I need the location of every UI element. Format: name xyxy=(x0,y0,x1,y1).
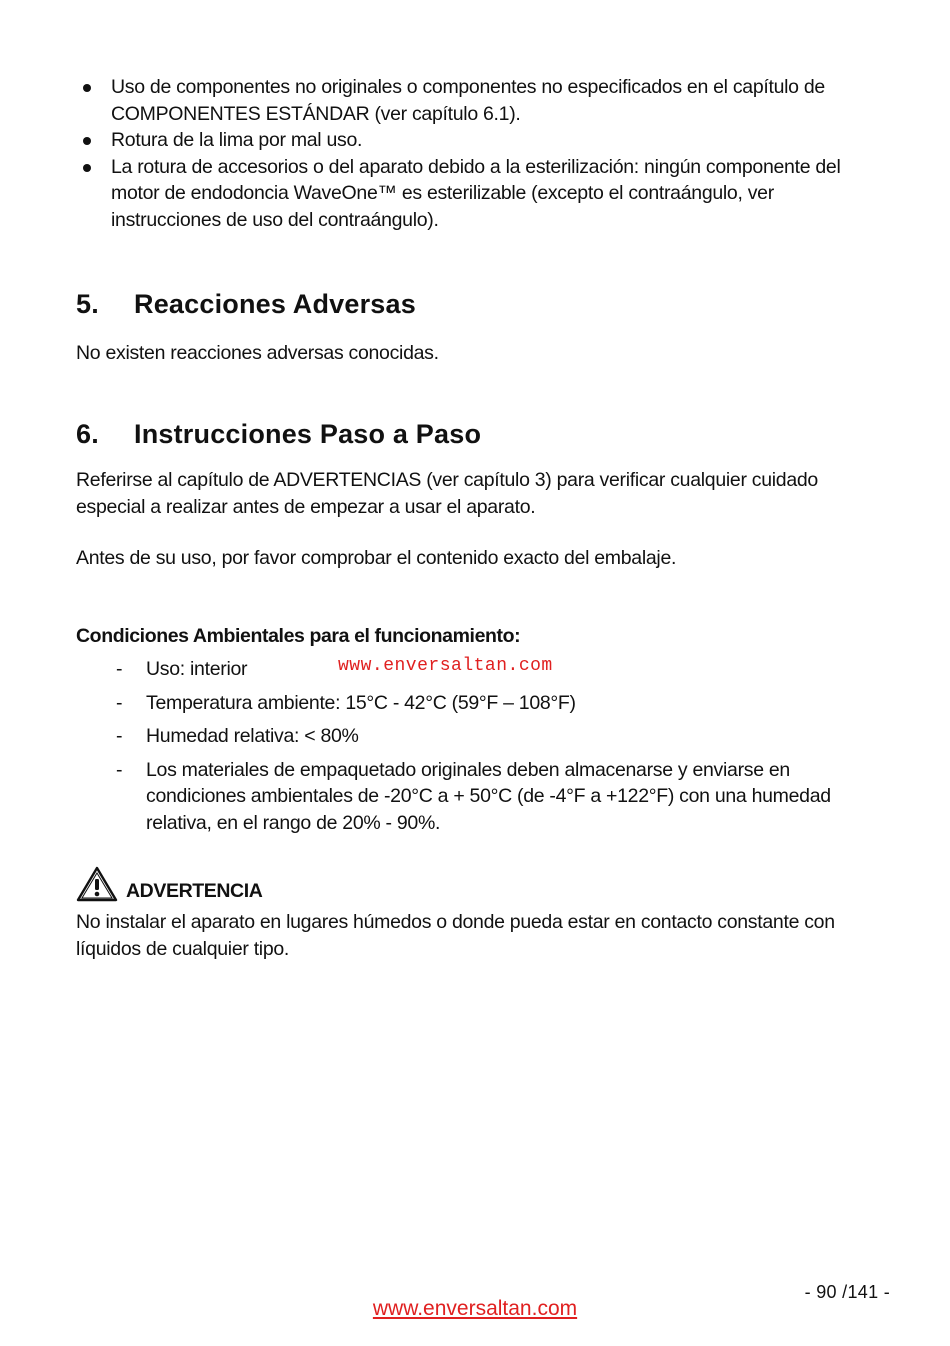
bullet-text: Rotura de la lima por mal uso. xyxy=(111,129,363,151)
footer-website-link[interactable]: www.enversaltan.com xyxy=(372,1297,578,1320)
conditions-item xyxy=(76,757,856,837)
section-5-text: No existen reacciones adversas conocidas. xyxy=(76,342,439,364)
section-number: 5. xyxy=(76,289,99,319)
section-5-heading xyxy=(76,288,416,320)
bullet-item xyxy=(76,74,856,127)
watermark-text: www.enversaltan.com xyxy=(338,656,553,676)
bullet-text: La rotura de accesorios o del aparato debido a la esterilización: ningún componente del motor de endodoncia WaveOne™ es esterilizable (excepto el contraángulo, ver instrucciones de uso del contraángulo). xyxy=(111,155,841,231)
section-6-heading xyxy=(76,418,481,450)
bullet-icon xyxy=(83,164,91,172)
section-title: Reacciones Adversas xyxy=(134,289,416,319)
conditions-item-text: Temperatura ambiente: 15°C - 42°C (59°F – 108°F) xyxy=(146,691,576,714)
conditions-list xyxy=(76,656,856,843)
bullet-icon xyxy=(83,137,91,145)
conditions-item xyxy=(76,690,856,717)
conditions-item-text: Los materiales de empaquetado originales deben almacenarse y enviarse en condiciones ambientales de -20°C a + 50°C (de -4°F a +122°F) con una humedad relativa, en el rango de 20% - 90%. xyxy=(146,758,831,834)
conditions-item-text: Humedad relativa: < 80% xyxy=(146,725,359,747)
bullet-text: Uso de componentes no originales o componentes no especificados en el capítulo de COMPONENTES ESTÁNDAR (ver capítulo 6.1). xyxy=(111,76,825,125)
bullet-item xyxy=(76,127,856,154)
dash-marker: - xyxy=(116,691,123,714)
conditions-item-text: Uso: interior xyxy=(146,658,248,680)
warning-triangle-icon xyxy=(76,866,118,902)
warning-label: ADVERTENCIA xyxy=(126,880,263,902)
warning-heading xyxy=(76,866,262,902)
section-6-paragraph-2: Antes de su uso, por favor comprobar el contenido exacto del embalaje. xyxy=(76,547,677,569)
dash-marker: - xyxy=(116,725,123,747)
section-6-paragraph-1: Referirse al capítulo de ADVERTENCIAS (ver capítulo 3) para verificar cualquier cuidado especial a realizar antes de empezar a usar el aparato. xyxy=(76,469,818,518)
warning-text: No instalar el aparato en lugares húmedos o donde pueda estar en contacto constante con líquidos de cualquier tipo. xyxy=(76,911,835,960)
section-title: Instrucciones Paso a Paso xyxy=(134,419,482,449)
dash-marker: - xyxy=(116,658,123,680)
dash-marker: - xyxy=(116,758,123,781)
bullet-icon xyxy=(83,84,91,92)
page-number: - 90 /141 - xyxy=(804,1282,890,1302)
bullet-list xyxy=(76,74,856,233)
conditions-heading: Condiciones Ambientales para el funcionamiento: xyxy=(76,625,521,647)
conditions-item xyxy=(76,723,856,750)
bullet-item xyxy=(76,154,856,234)
section-number: 6. xyxy=(76,419,99,449)
